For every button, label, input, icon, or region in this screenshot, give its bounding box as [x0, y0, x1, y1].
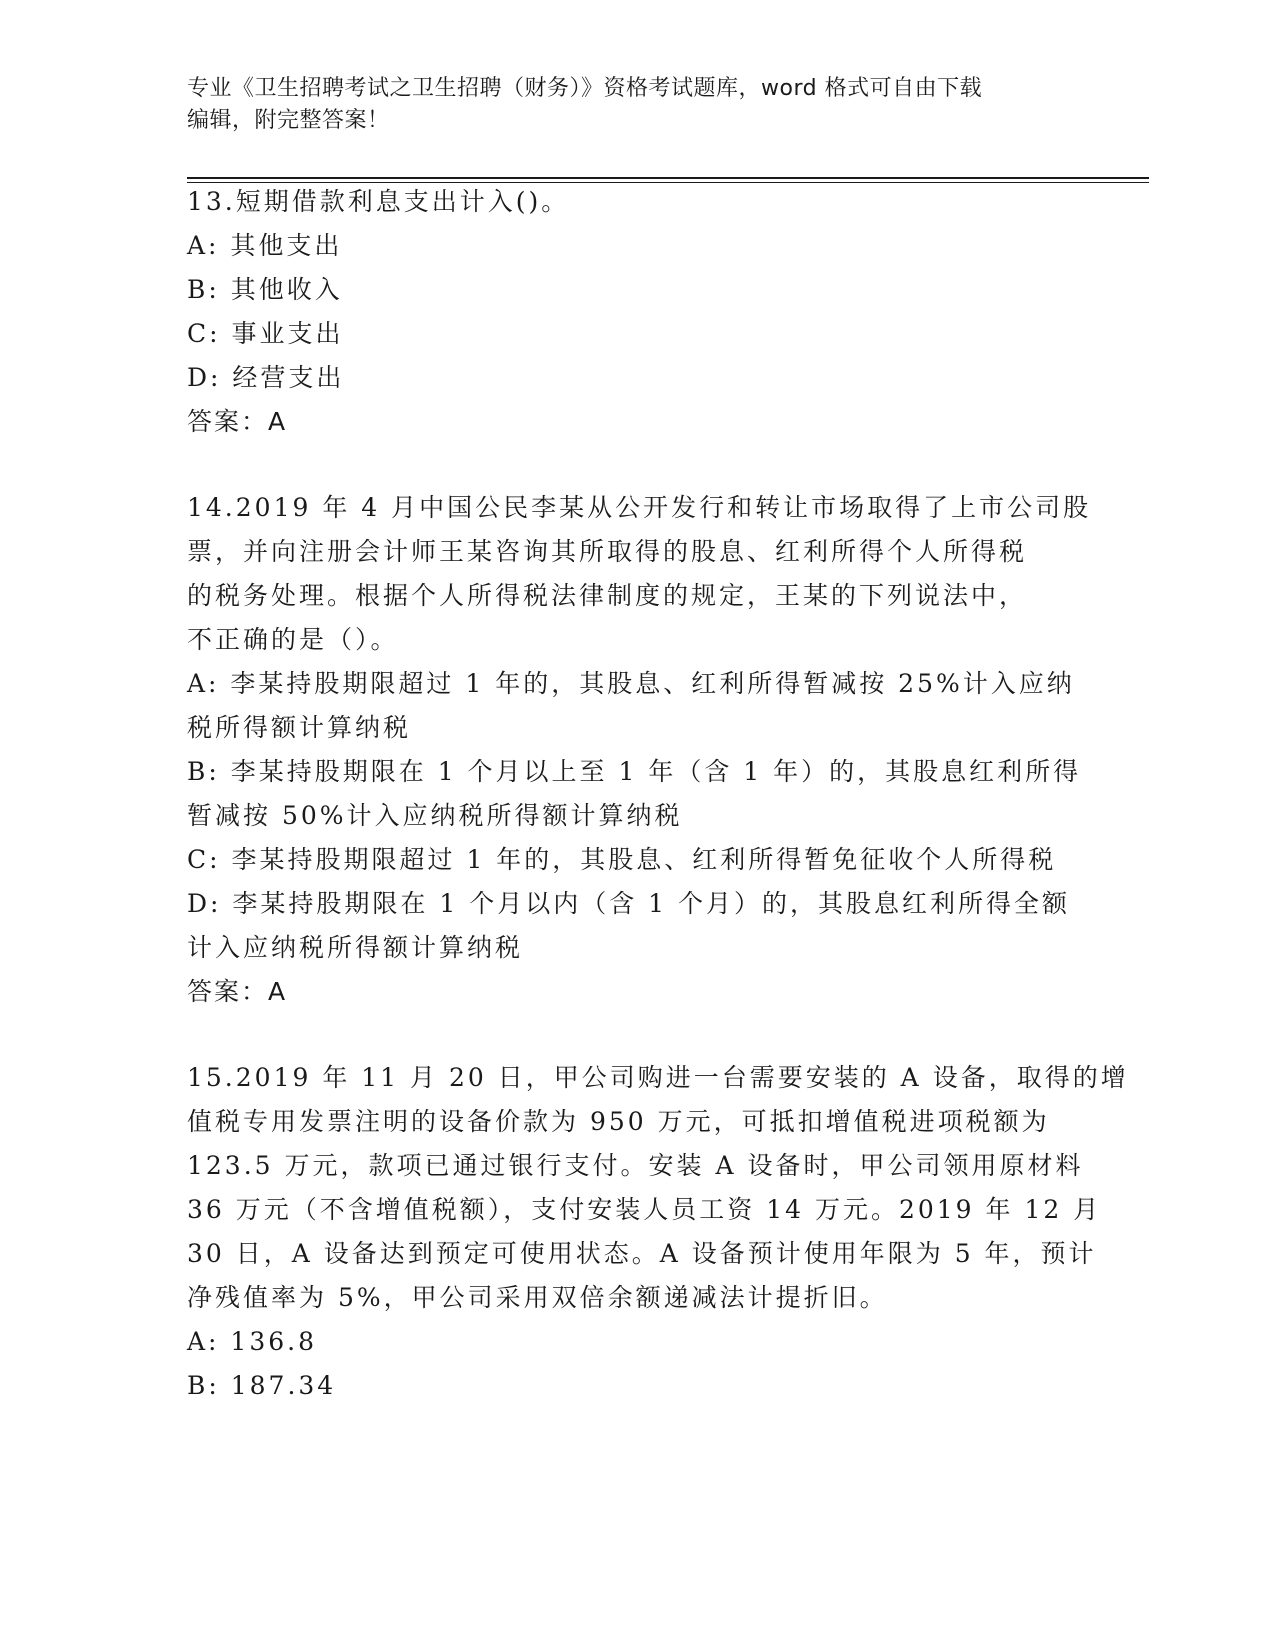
question-14-option-d-cont: 计入应纳税所得额计算纳税: [187, 933, 524, 962]
question-13-option-d: D: 经营支出: [187, 363, 345, 392]
question-15-stem-line: 净残值率为 5%，甲公司采用双倍余额递减法计提折旧。: [187, 1283, 888, 1312]
question-14-option-c: C: 李某持股期限超过 1 年的，其股息、红利所得暂免征收个人所得税: [187, 845, 1057, 874]
question-14-option-b: B: 李某持股期限在 1 个月以上至 1 年（含 1 年）的，其股息红利所得: [187, 757, 1082, 786]
question-15-stem-line: 36 万元（不含增值税额），支付安装人员工资 14 万元。2019 年 12 月: [187, 1195, 1102, 1224]
question-13-answer: 答案：A: [187, 407, 288, 436]
question-13-stem-line: 13.短期借款利息支出计入()。: [187, 187, 570, 216]
question-14-answer: 答案：A: [187, 977, 288, 1006]
question-14-option-d: D: 李某持股期限在 1 个月以内（含 1 个月）的，其股息红利所得全额: [187, 889, 1071, 918]
header-line-2: 编辑，附完整答案！: [187, 108, 390, 133]
question-13-option-b: B: 其他收入: [187, 275, 343, 304]
question-15-stem-line: 30 日，A 设备达到预定可使用状态。A 设备预计使用年限为 5 年，预计: [187, 1239, 1097, 1268]
question-14-option-a: A: 李某持股期限超过 1 年的，其股息、红利所得暂减按 25%计入应纳: [187, 669, 1075, 698]
question-13-option-a: A: 其他支出: [187, 231, 343, 260]
question-14-stem-line: 票，并向注册会计师王某咨询其所取得的股息、红利所得个人所得税: [187, 537, 1028, 566]
header-line-1: 专业《卫生招聘考试之卫生招聘（财务）》资格考试题库，word 格式可自由下载: [187, 76, 983, 101]
question-15-option-a: A: 136.8: [187, 1327, 317, 1356]
question-15-stem-line: 15.2019 年 11 月 20 日，甲公司购进一台需要安装的 A 设备，取得的增: [187, 1063, 1129, 1092]
question-15-stem-line: 值税专用发票注明的设备价款为 950 万元，可抵扣增值税进项税额为: [187, 1107, 1050, 1136]
question-15-stem-line: 123.5 万元，款项已通过银行支付。安装 A 设备时，甲公司领用原材料: [187, 1151, 1084, 1180]
header-divider-thick: [187, 177, 1149, 179]
question-14-stem-line: 的税务处理。根据个人所得税法律制度的规定，王某的下列说法中，: [187, 581, 1028, 610]
question-15-option-b: B: 187.34: [187, 1371, 337, 1400]
document-header: [187, 73, 1087, 137]
header-divider-thin: [187, 182, 1149, 183]
question-14-stem-line: 不正确的是（）。: [187, 625, 399, 654]
question-13-option-c: C: 事业支出: [187, 319, 344, 348]
question-14-option-a-cont: 税所得额计算纳税: [187, 713, 412, 742]
question-14-option-b-cont: 暂减按 50%计入应纳税所得额计算纳税: [187, 801, 683, 830]
question-14-stem-line: 14.2019 年 4 月中国公民李某从公开发行和转让市场取得了上市公司股: [187, 493, 1092, 522]
